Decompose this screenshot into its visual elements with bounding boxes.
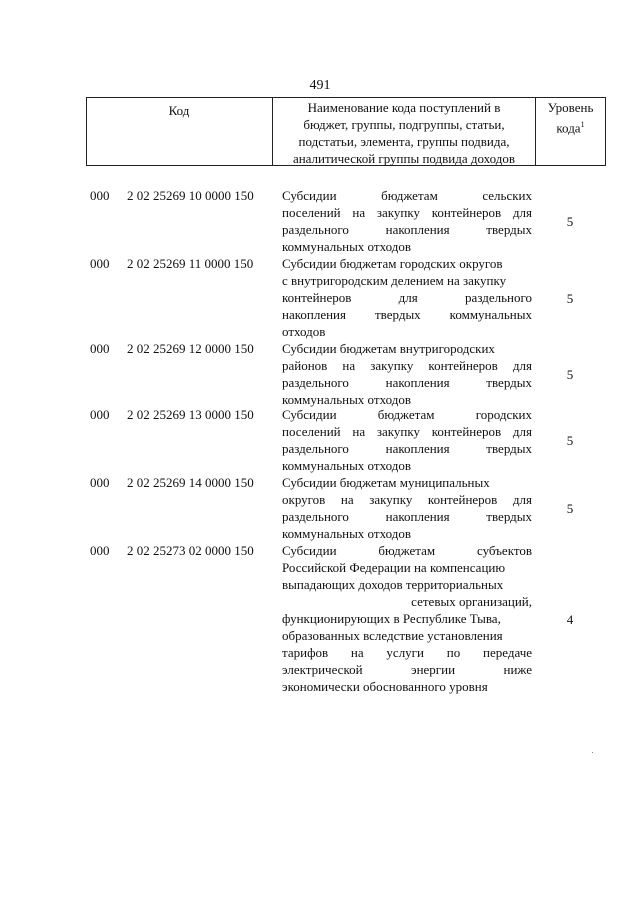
header-name-line: бюджет, группы, подгруппы, статьи,	[303, 117, 505, 132]
row-admin-code: 000	[90, 543, 110, 558]
row-description-line: районов на закупку контейнеров для	[282, 358, 532, 373]
row-description	[282, 474, 532, 542]
row-description-line: Российской Федерации на компенсацию	[282, 560, 506, 575]
row-level: 5	[566, 214, 574, 229]
header-level	[536, 99, 605, 136]
row-description-line: образованных вследствие установления	[282, 628, 503, 643]
row-description-line: раздельного накопления твердых	[282, 222, 532, 237]
header-name-line: аналитической группы подвида доходов	[292, 151, 516, 166]
header-top-border	[86, 97, 606, 98]
row-description-line: поселений на закупку контейнеров для	[282, 205, 532, 220]
row-description-line: коммунальных отходов	[282, 458, 411, 473]
row-income-code: 2 02 25269 11 0000 150	[127, 256, 254, 271]
row-level: 5	[566, 501, 574, 516]
header-level-line: кода$^1$	[556, 120, 585, 136]
row-description-line: Субсидии бюджетам муниципальных	[282, 475, 490, 490]
scan-speck	[592, 752, 593, 753]
row-description-line: выпадающих доходов территориальных	[282, 577, 504, 592]
row-income-code: 2 02 25269 14 0000 150	[127, 475, 254, 490]
row-description-line: электрической энергии ниже	[282, 662, 532, 677]
row-admin-code: 000	[90, 256, 110, 271]
header-right-border	[605, 97, 606, 166]
row-admin-code: 000	[90, 341, 110, 356]
header-footnote-mark: 1	[580, 120, 585, 129]
row-level: 5	[566, 367, 574, 382]
row-description-line: тарифов на услуги по передаче	[282, 645, 532, 660]
row-level: 4	[566, 612, 574, 627]
row-description	[282, 542, 532, 695]
row-level: 5	[566, 291, 574, 306]
row-description-line: накопления твердых коммунальных	[282, 307, 532, 322]
row-description-line: отходов	[282, 324, 326, 339]
row-description-line: раздельного накопления твердых	[282, 375, 532, 390]
header-level-line: Уровень	[547, 100, 594, 115]
row-description	[282, 340, 532, 408]
row-description-line: функционирующих в Республике Тыва,	[282, 611, 501, 626]
row-description-line: коммунальных отходов	[282, 392, 411, 407]
row-income-code: 2 02 25273 02 0000 150	[127, 543, 254, 558]
row-description-line: коммунальных отходов	[282, 239, 411, 254]
row-description-line: Субсидии бюджетам сельских	[282, 188, 532, 203]
row-description-line: с внутригородским делением на закупку	[282, 273, 507, 288]
row-description-line: контейнеров для раздельного	[282, 290, 532, 305]
row-description-line: раздельного накопления твердых	[282, 509, 532, 524]
row-admin-code: 000	[90, 188, 110, 203]
header-name-line: Наименование кода поступлений в	[307, 100, 501, 115]
row-admin-code: 000	[90, 475, 110, 490]
row-income-code: 2 02 25269 12 0000 150	[127, 341, 254, 356]
row-income-code: 2 02 25269 10 0000 150	[127, 188, 254, 203]
row-description-line: поселений на закупку контейнеров для	[282, 424, 532, 439]
header-name	[273, 99, 535, 167]
page-number: 491	[309, 78, 331, 93]
row-description-line: экономически обоснованного уровня	[282, 679, 488, 694]
header-name-line: подстатьи, элемента, группы подвида,	[298, 134, 510, 149]
row-description-line: округов на закупку контейнеров для	[282, 492, 532, 507]
row-description	[282, 406, 532, 474]
row-admin-code: 000	[90, 407, 110, 422]
row-description	[282, 187, 532, 255]
row-description-line: Субсидии бюджетам субъектов	[282, 543, 532, 558]
header-code: Код	[168, 103, 190, 118]
row-description-line: коммунальных отходов	[282, 526, 411, 541]
row-description	[282, 255, 532, 340]
row-description-line: Субсидии бюджетам городских округов	[282, 256, 503, 271]
table-header	[86, 97, 606, 166]
row-income-code: 2 02 25269 13 0000 150	[127, 407, 254, 422]
row-level: 5	[566, 433, 574, 448]
row-description-line: раздельного накопления твердых	[282, 441, 532, 456]
row-description-line: Субсидии бюджетам внутригородских	[282, 341, 495, 356]
row-description-line: Субсидии бюджетам городских	[282, 407, 532, 422]
row-description-line: сетевых организаций,	[411, 594, 532, 609]
